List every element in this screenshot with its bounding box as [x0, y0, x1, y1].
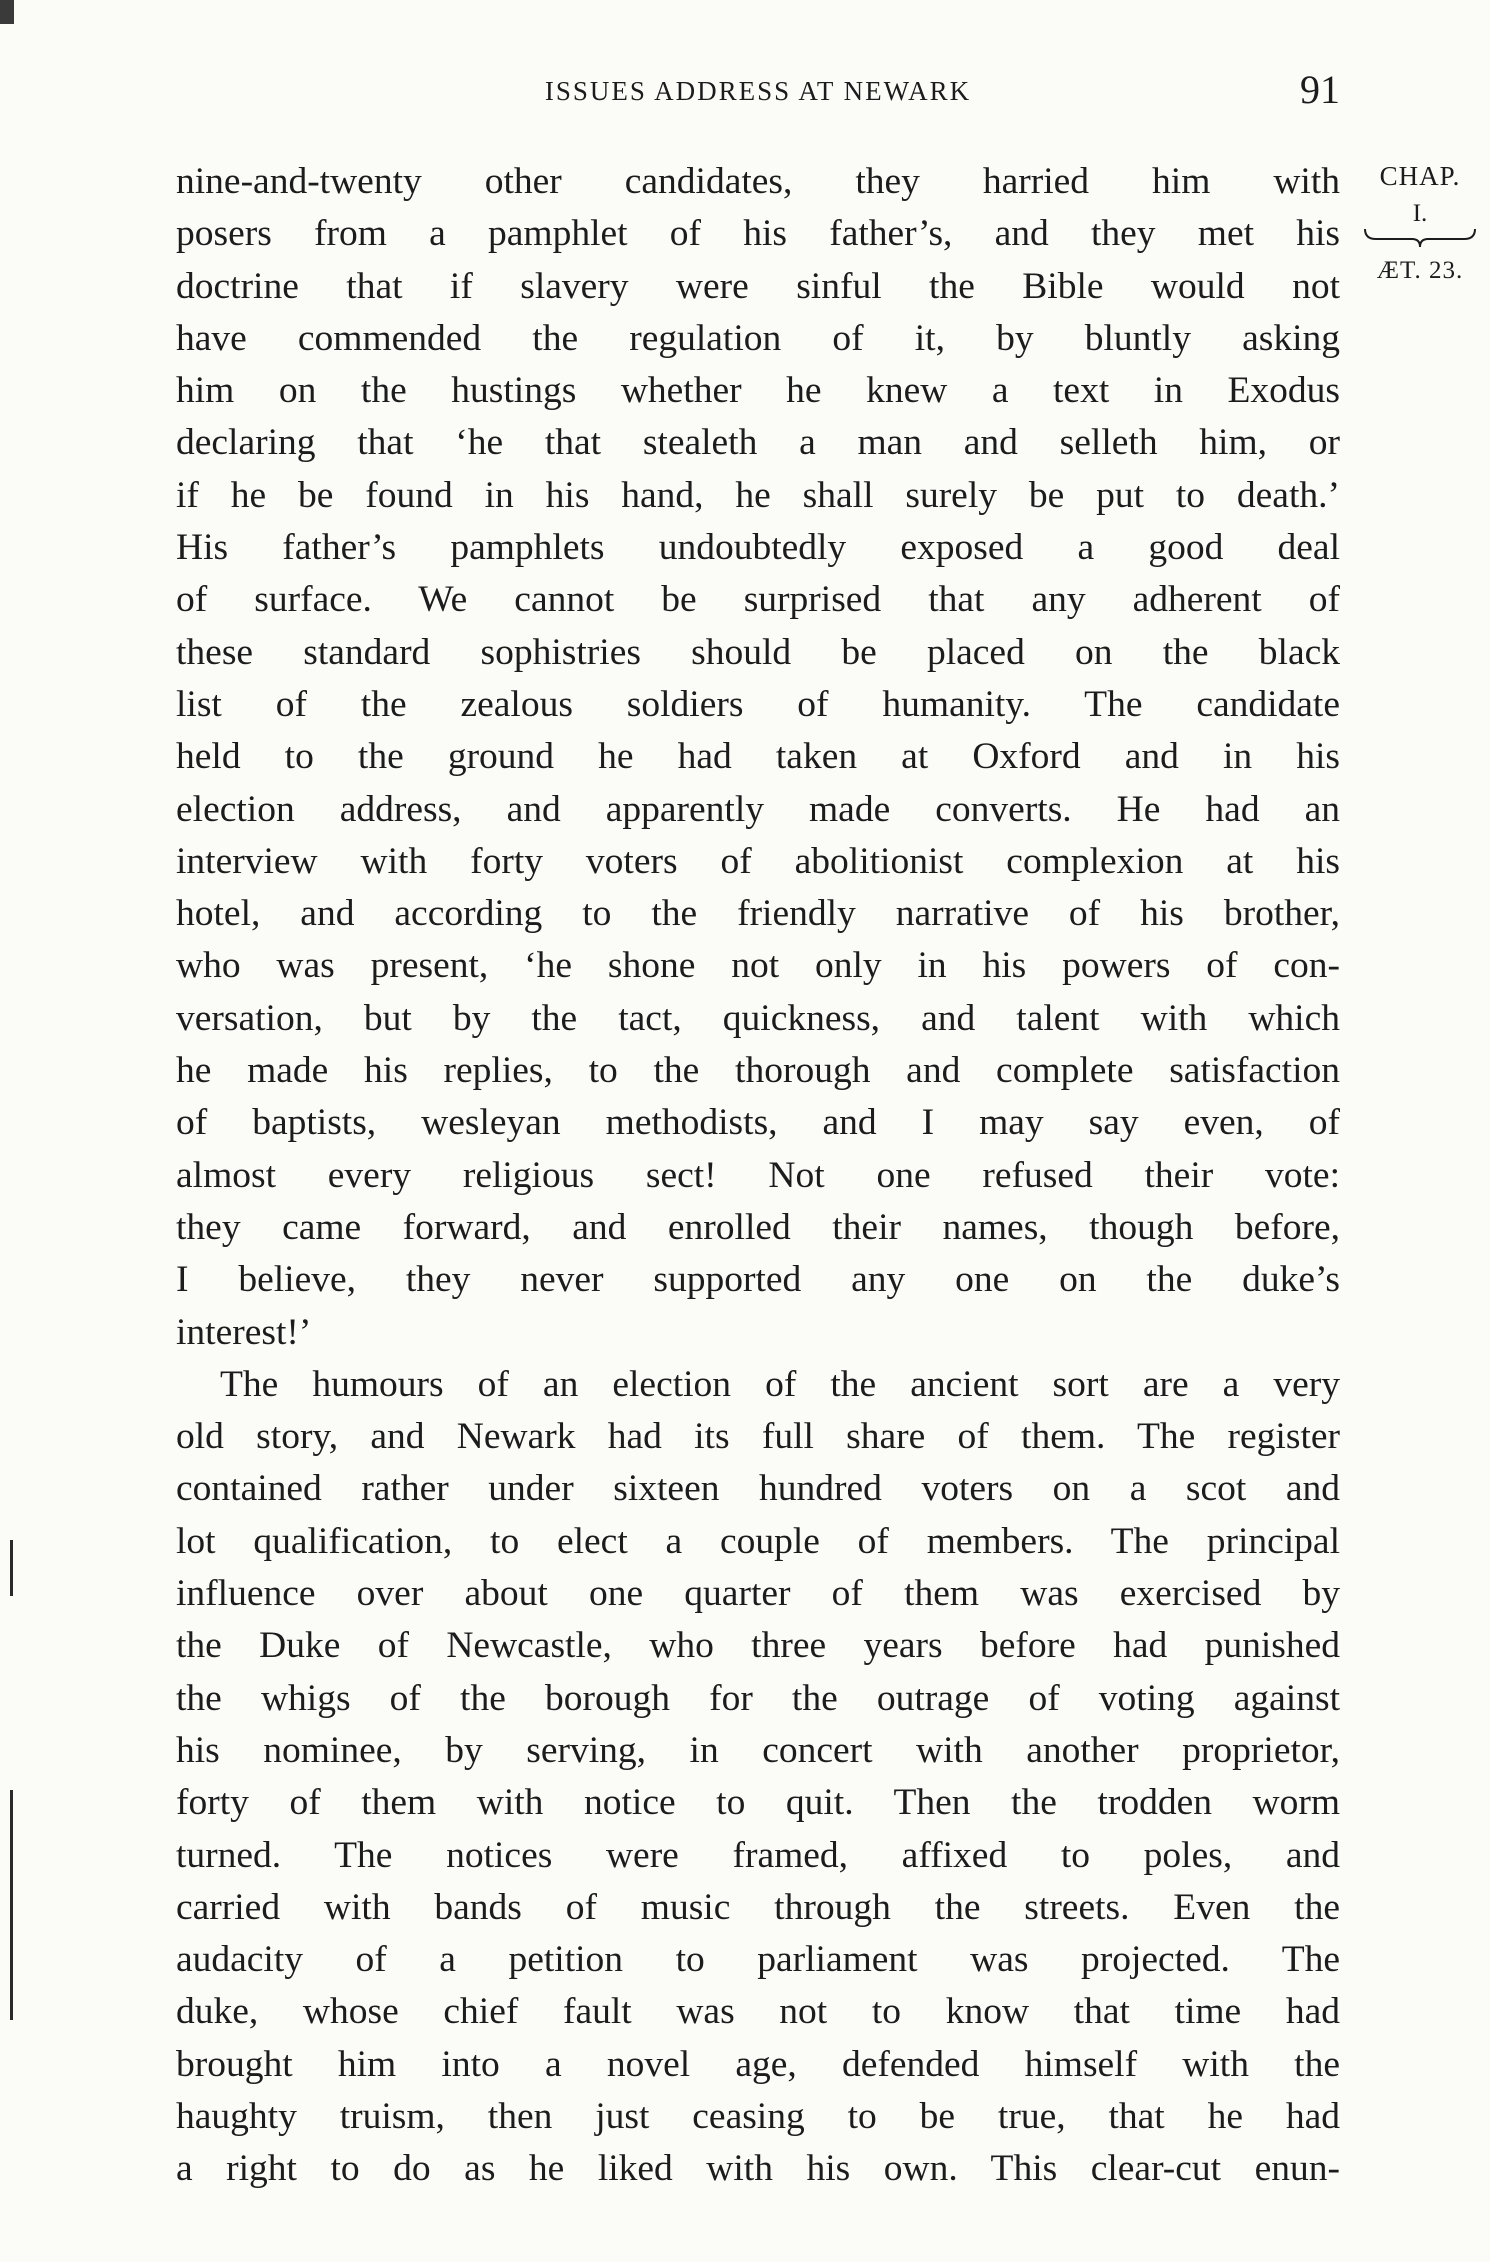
running-title: ISSUES ADDRESS AT NEWARK	[544, 76, 972, 106]
scan-edge-mark	[10, 1540, 13, 1596]
text-line: election address, and apparently made converts. He had an	[176, 788, 1340, 830]
text-line: The humours of an election of the ancient sort are a very	[220, 1363, 1340, 1405]
text-line: if he be found in his hand, he shall surely be put to death.’	[176, 474, 1340, 516]
text-line: doctrine that if slavery were sinful the Bible would not	[176, 265, 1340, 307]
text-line: duke, whose chief fault was not to know that time had	[176, 1991, 1340, 2033]
text-line: almost every religious sect! Not one refused their vote:	[176, 1154, 1340, 1196]
margin-chap-label: CHAP.	[1379, 161, 1461, 191]
margin-age: ÆT. 23.	[1376, 257, 1464, 284]
text-line: interest!’	[176, 1311, 312, 1353]
text-line: have commended the regulation of it, by bluntly asking	[176, 317, 1340, 359]
text-line: audacity of a petition to parliament was projected. The	[176, 1939, 1340, 1981]
page-number: 91	[1300, 67, 1340, 112]
text-line: held to the ground he had taken at Oxford and in his	[176, 736, 1340, 778]
text-line: haughty truism, then just ceasing to be true, that he had	[176, 2095, 1340, 2137]
text-line: a right to do as he liked with his own. This clear-cut enun-	[176, 2148, 1340, 2190]
text-line: the Duke of Newcastle, who three years before had punished	[176, 1625, 1340, 1667]
text-line: him on the hustings whether he knew a text in Exodus	[176, 370, 1340, 412]
text-line: posers from a pamphlet of his father’s, and they met his	[176, 213, 1340, 255]
text-line: old story, and Newark had its full share of them. The register	[176, 1416, 1340, 1458]
text-line: I believe, they never supported any one on the duke’s	[176, 1259, 1340, 1301]
margin-chap-number: I.	[1412, 199, 1428, 227]
text-line: he made his replies, to the thorough and complete satisfaction	[176, 1050, 1340, 1092]
text-line: of baptists, wesleyan methodists, and I may say even, of	[176, 1102, 1340, 1144]
brace-icon	[1362, 227, 1478, 249]
text-line: his nominee, by serving, in concert with another proprietor,	[176, 1729, 1340, 1771]
paragraph	[176, 1359, 1340, 2196]
text-line: versation, but by the tact, quickness, and talent with which	[176, 997, 1340, 1039]
text-line: brought him into a novel age, defended himself with the	[176, 2043, 1340, 2085]
text-line: lot qualification, to elect a couple of members. The principal	[176, 1520, 1340, 1562]
text-line: hotel, and according to the friendly narrative of his brother,	[176, 893, 1340, 935]
text-line: the whigs of the borough for the outrage of voting against	[176, 1677, 1340, 1719]
text-line: who was present, ‘he shone not only in his powers of con-	[176, 945, 1340, 987]
text-line: declaring that ‘he that stealeth a man and selleth him, or	[176, 422, 1340, 464]
text-line: list of the zealous soldiers of humanity. The candidate	[176, 683, 1340, 725]
text-line: nine-and-twenty other candidates, they harried him with	[176, 161, 1340, 202]
text-line: they came forward, and enrolled their names, though before,	[176, 1206, 1340, 1248]
text-line: contained rather under sixteen hundred voters on a scot and	[176, 1468, 1340, 1510]
margin-note	[1356, 160, 1484, 286]
paragraph	[176, 156, 1340, 1359]
text-line: forty of them with notice to quit. Then the trodden worm	[176, 1782, 1340, 1824]
text-line: interview with forty voters of abolitionist complexion at his	[176, 840, 1340, 882]
text-line: His father’s pamphlets undoubtedly exposed a good deal	[176, 527, 1340, 569]
body-text	[176, 156, 1340, 2196]
text-line: of surface. We cannot be surprised that any adherent of	[176, 579, 1340, 621]
scan-corner-mark	[0, 0, 14, 24]
text-line: these standard sophistries should be placed on the black	[176, 631, 1340, 673]
text-line: carried with bands of music through the streets. Even the	[176, 1886, 1340, 1928]
text-line: turned. The notices were framed, affixed to poles, and	[176, 1834, 1340, 1876]
running-head	[176, 66, 1340, 126]
text-line: influence over about one quarter of them was exercised by	[176, 1573, 1340, 1615]
scan-edge-mark	[10, 1790, 13, 2020]
